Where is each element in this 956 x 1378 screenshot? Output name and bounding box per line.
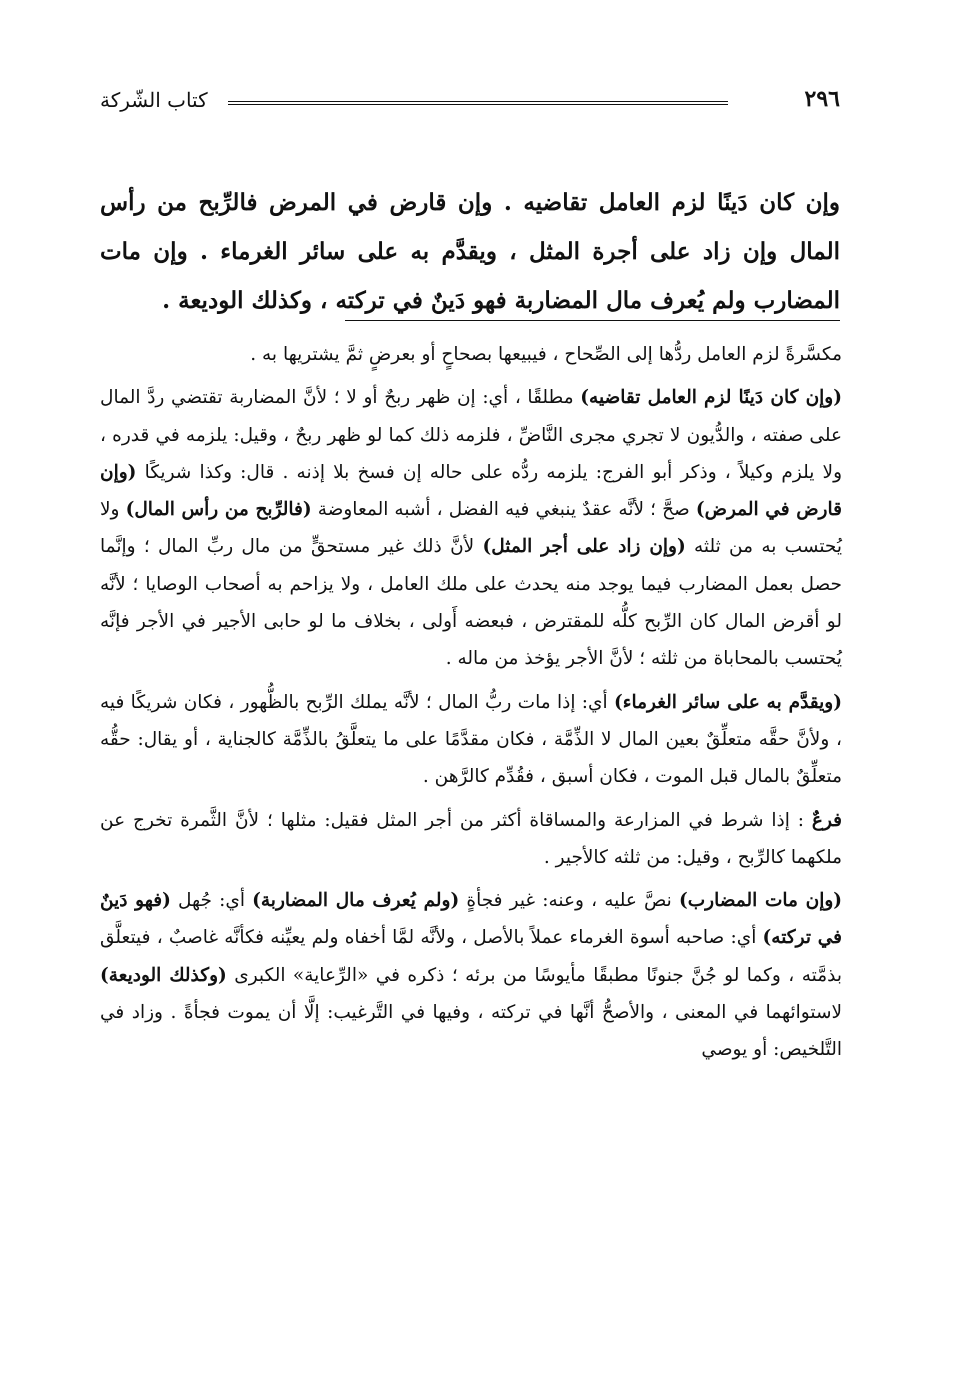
main-text-paragraph: وإن كان دَينًا لزم العامل تقاضيه . وإن قارض في المرض فالرِّبح من رأس المال وإن زاد على أجرة المثل ، ويقدَّم به على سائر الغرماء . وإن مات المضارب ولم يُعرف مال المضاربة فهو دَينٌ في تركته ، وكذلك الوديعة . (100, 189, 840, 314)
bold-quoted-phrase: (وإن كان دَينًا لزم العامل تقاضيه) (580, 387, 842, 409)
commentary-paragraph: مكسَّرةً لزم العامل ردُّها إلى الصِّحاح ، فيبيعها بصحاحٍ أو بعرضٍ ثمَّ يشتريها به . (250, 344, 842, 365)
bold-quoted-phrase: (وإن زاد على أجر المثل) (482, 536, 686, 558)
commentary-text: ولا يُحتسب به من ثلثه (100, 499, 843, 558)
book-title: كتاب الشّركة (100, 88, 208, 112)
commentary-paragraph (100, 379, 842, 677)
commentary-text: لاستوائهما في المعنى ، والأصحُّ أنَّها في تركته ، وفيها في التَّرغيب: إلَّا أن يموت فجأةً . وزاد في التَّلخيص: أو يوصي (100, 1002, 842, 1061)
commentary-text: لأنَّ ذلك غير مستحقٍّ من مال ربِّ المال ؛ وإنَّما حصل بعمل المضارب فيما يوجد منه يحدث على ملك العامل ، ولا يزاحم به أصحاب الوصايا ؛ لأنَّه لو أقرض المال كان الرِّبح كلُّه للمقترض ، فبعضه أَولى ، بخلاف ما لو حابى الأجير في الأجر فإنَّه يُحتسب بالمحاباة من ثلثه ؛ لأنَّ الأجر يؤخذ من ماله . (100, 536, 842, 670)
bold-quoted-phrase: (فهو دَينٌ في تركته) (100, 890, 842, 949)
commentary-text: مطلقًا ، أي: إن ظهر ربحٌ أو لا ؛ لأنَّ المضاربة تقتضي ردَّ المال على صفته ، والدُّيون لا تجري مجرى النَّاضِّ ، فلزمه ذلك كما لو ظهر ربحٌ ، وقيل: يلزمه في قدره ، ولا يلزم وكيلاً ، وذكر أبو الفرج: يلزمه ردُّه على حاله إن فسخ بلا إذنه . قال: وكذا شريكًا (100, 387, 842, 483)
bold-quoted-phrase: (وإن قارض في المرض) (100, 461, 842, 521)
bold-quoted-phrase: (فالرِّبح من رأس المال) (125, 499, 312, 521)
commentary-text: : إذا شرط في المزارعة والمساقاة أكثر من أجر المثل فقيل: مثلها ؛ لأنَّ الثَّمرة تخرج عن ملكهما كالرِّبح ، وقيل: من ثلثه كالأجير . (100, 809, 842, 868)
page-number: ٢٩٦ (804, 86, 840, 112)
bold-quoted-phrase: (ولم يُعرف مال المضاربة) (252, 890, 460, 912)
commentary-text: صحَّ ؛ لأنَّه عقدٌ ينبغي فيه الفضل ، أشبه المعاوضة (311, 499, 696, 521)
commentary (100, 336, 842, 1075)
commentary-text: أي: جُهل (170, 890, 253, 912)
bold-quoted-phrase: (وإن مات المضارب) (678, 890, 843, 912)
commentary-paragraph (100, 802, 842, 877)
page-header (100, 86, 840, 122)
commentary-text: أي: صاحبه أسوة الغرماء عملاً بالأصل ، ولأنَّه لمَّا أخفاه ولم يعيِّنه فكأنَّه غاصبٌ ، فيتعلَّق بذمَّته ، وكما لو جُنَّ جنونًا مطبقًا مأيوسًا من برئه ؛ ذكره في «الرِّعاية» الكبرى (100, 927, 842, 986)
commentary-paragraph (100, 684, 842, 796)
commentary-text: نصَّ عليه ، وعنه: غير فجأةٍ (459, 890, 679, 912)
text-separator-rule (345, 320, 840, 321)
bold-quoted-phrase: (وكذلك الوديعة) (100, 964, 227, 986)
header-rule (228, 101, 728, 105)
main-text (100, 178, 840, 325)
commentary-text: أي: إذا مات ربُّ المال ؛ لأنَّه يملك الرِّبح بالظُّهور ، فكان شريكًا فيه ، ولأنَّ حقَّه متعلِّقٌ بعين المال لا الذِّمَّة ، فكان مقدَّمًا على ما يتعلَّقُ بالذِّمَّة كالجناية ، أو يقال: حقُّه متعلِّقٌ بالمال قبل الموت ، فكان أسبق ، فقُدِّم كالرَّهن . (100, 691, 842, 788)
bold-quoted-phrase: (ويقدَّم به على سائر الغرماء) (614, 691, 842, 713)
bold-quoted-phrase: فرعٌ (811, 809, 842, 831)
commentary-paragraph (100, 882, 842, 1068)
